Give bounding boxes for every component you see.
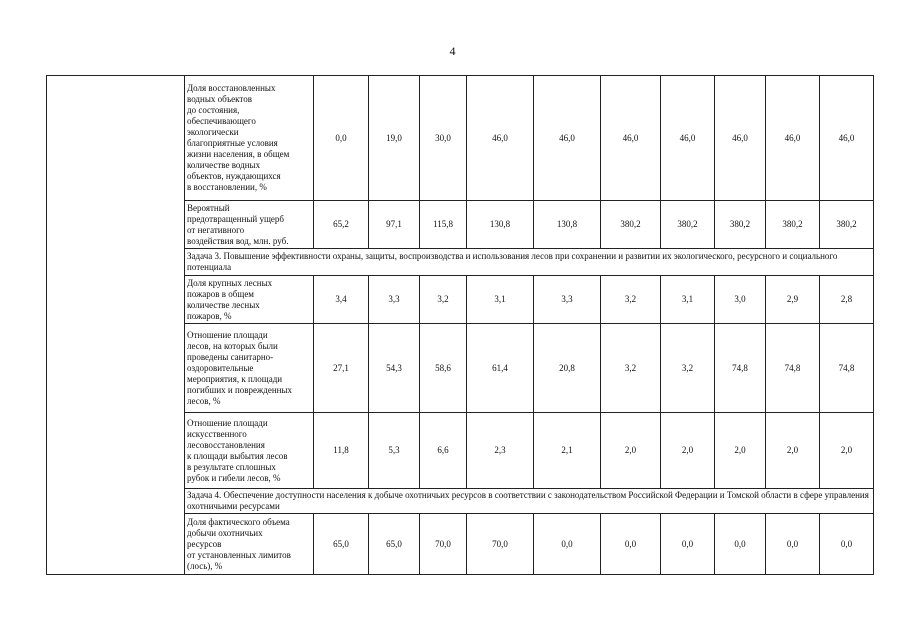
value-cell: 58,6 <box>420 324 467 413</box>
value-cell: 46,0 <box>661 76 715 201</box>
value-cell: 380,2 <box>820 201 874 249</box>
value-cell: 74,8 <box>715 324 766 413</box>
value-cell: 380,2 <box>601 201 661 249</box>
value-cell: 0,0 <box>601 514 661 575</box>
value-cell: 70,0 <box>467 514 534 575</box>
table-body <box>47 76 874 575</box>
value-cell: 65,0 <box>369 514 420 575</box>
value-cell: 2,0 <box>766 413 820 489</box>
indicators-table <box>46 75 874 575</box>
page-number: 4 <box>449 44 456 58</box>
value-cell: 11,8 <box>314 413 369 489</box>
task-heading: Задача 3. Повышение эффективности охраны, защиты, воспроизводства и использования лесов при сохранении и развитии их экологического, ресурсного и социального потенциала <box>185 249 874 276</box>
value-cell: 65,2 <box>314 201 369 249</box>
value-cell: 2,9 <box>766 276 820 324</box>
value-cell: 65,0 <box>314 514 369 575</box>
value-cell: 130,8 <box>534 201 601 249</box>
value-cell: 380,2 <box>661 201 715 249</box>
value-cell: 2,0 <box>820 413 874 489</box>
value-cell: 3,1 <box>661 276 715 324</box>
value-cell: 3,0 <box>715 276 766 324</box>
value-cell: 74,8 <box>820 324 874 413</box>
value-cell: 46,0 <box>534 76 601 201</box>
indicator-label: Отношение площади искусственного лесовосстановления к площади выбытия лесов в результате сплошных рубок и гибели лесов, % <box>185 413 314 489</box>
value-cell: 3,2 <box>661 324 715 413</box>
value-cell: 19,0 <box>369 76 420 201</box>
value-cell: 3,4 <box>314 276 369 324</box>
blank-first-column <box>47 76 185 575</box>
value-cell: 2,8 <box>820 276 874 324</box>
value-cell: 46,0 <box>467 76 534 201</box>
value-cell: 2,1 <box>534 413 601 489</box>
value-cell: 30,0 <box>420 76 467 201</box>
value-cell: 46,0 <box>601 76 661 201</box>
value-cell: 2,3 <box>467 413 534 489</box>
value-cell: 2,0 <box>661 413 715 489</box>
indicator-label: Отношение площади лесов, на которых были проведены санитарно- оздоровительные мероприятия, к площади погибших и поврежденных лесов, % <box>185 324 314 413</box>
value-cell: 54,3 <box>369 324 420 413</box>
indicator-label: Доля крупных лесных пожаров в общем количестве лесных пожаров, % <box>185 276 314 324</box>
value-cell: 6,6 <box>420 413 467 489</box>
table-row <box>47 76 874 201</box>
value-cell: 3,3 <box>534 276 601 324</box>
indicator-label: Вероятный предотвращенный ущерб от негативного воздействия вод, млн. руб. <box>185 201 314 249</box>
value-cell: 0,0 <box>820 514 874 575</box>
value-cell: 0,0 <box>766 514 820 575</box>
indicator-label: Доля фактического объема добычи охотничьих ресурсов от установленных лимитов (лось), % <box>185 514 314 575</box>
value-cell: 46,0 <box>820 76 874 201</box>
value-cell: 5,3 <box>369 413 420 489</box>
value-cell: 130,8 <box>467 201 534 249</box>
value-cell: 2,0 <box>715 413 766 489</box>
value-cell: 70,0 <box>420 514 467 575</box>
value-cell: 20,8 <box>534 324 601 413</box>
value-cell: 97,1 <box>369 201 420 249</box>
value-cell: 27,1 <box>314 324 369 413</box>
indicator-label: Доля восстановленных водных объектов до состояния, обеспечивающего экологически благоприятные условия жизни населения, в общем количестве водных объектов, нуждающихся в восстановлении, % <box>185 76 314 201</box>
value-cell: 46,0 <box>715 76 766 201</box>
value-cell: 3,1 <box>467 276 534 324</box>
value-cell: 380,2 <box>715 201 766 249</box>
value-cell: 2,0 <box>601 413 661 489</box>
value-cell: 74,8 <box>766 324 820 413</box>
value-cell: 0,0 <box>715 514 766 575</box>
value-cell: 3,3 <box>369 276 420 324</box>
value-cell: 3,2 <box>601 324 661 413</box>
value-cell: 380,2 <box>766 201 820 249</box>
task-heading: Задача 4. Обеспечение доступности населения к добыче охотничьих ресурсов в соответствии с законодательством Российской Федерации и Томской области в сфере управления охотничьими ресурсами <box>185 489 874 514</box>
value-cell: 46,0 <box>766 76 820 201</box>
value-cell: 0,0 <box>534 514 601 575</box>
value-cell: 0,0 <box>661 514 715 575</box>
value-cell: 3,2 <box>601 276 661 324</box>
value-cell: 115,8 <box>420 201 467 249</box>
value-cell: 61,4 <box>467 324 534 413</box>
value-cell: 0,0 <box>314 76 369 201</box>
value-cell: 3,2 <box>420 276 467 324</box>
